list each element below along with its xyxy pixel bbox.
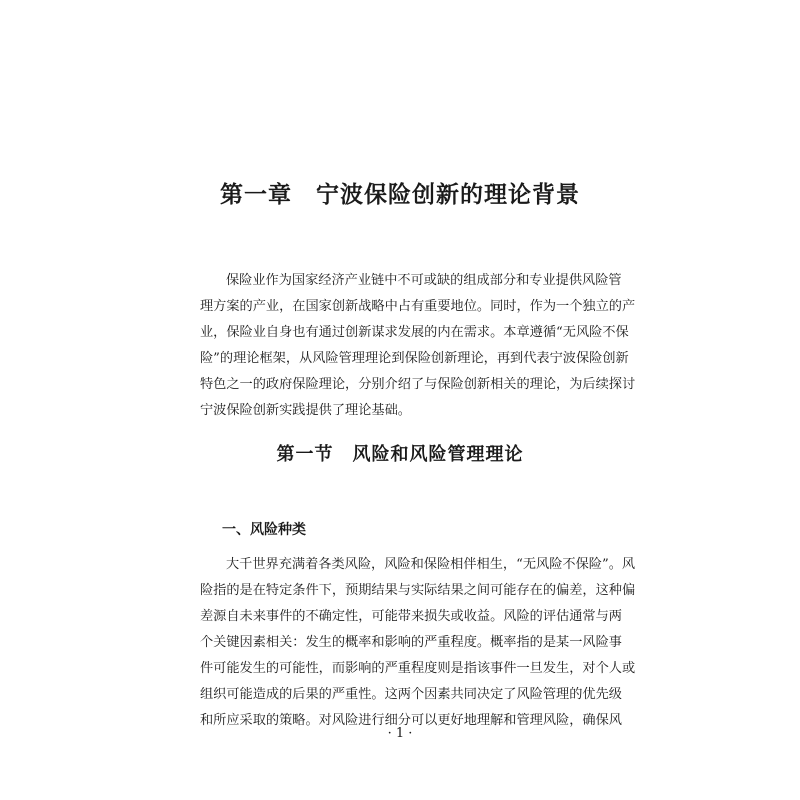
page-number: · 1 · [387, 726, 413, 741]
body-line: 大千世界充满着各类风险，风险和保险相伴相生，“无风险不保险”。风 [226, 557, 636, 572]
intro-line: 保险业作为国家经济产业链中不可或缺的组成部分和专业提供风险管 [226, 273, 622, 288]
body-line: 件可能发生的可能性，而影响的严重程度则是指该事件一旦发生，对个人或 [200, 661, 636, 676]
chapter-title: 第一章 宁波保险创新的理论背景 [220, 182, 580, 208]
body-paragraph [200, 552, 636, 734]
body-line: 差源自未来事件的不确定性，可能带来损失或收益。风险的评估通常与两 [200, 609, 622, 624]
intro-paragraph [200, 268, 636, 424]
body-line: 险指的是在特定条件下，预期结果与实际结果之间可能存在的偏差，这种偏 [200, 583, 636, 598]
body-line: 和所应采取的策略。对风险进行细分可以更好地理解和管理风险，确保风 [200, 713, 622, 728]
subsection-title: 一、风险种类 [222, 522, 306, 538]
intro-line: 宁波保险创新实践提供了理论基础。 [200, 403, 411, 418]
intro-line: 险”的理论框架，从风险管理理论到保险创新理论，再到代表宁波保险创新 [200, 351, 629, 366]
body-line: 个关键因素相关：发生的概率和影响的严重程度。概率指的是某一风险事 [200, 635, 622, 650]
intro-line: 特色之一的政府保险理论，分别介绍了与保险创新相关的理论，为后续探讨 [200, 377, 636, 392]
section-title: 第一节 风险和风险管理理论 [276, 444, 524, 465]
body-line: 组织可能造成的后果的严重性。这两个因素共同决定了风险管理的优先级 [200, 687, 622, 702]
intro-line: 业，保险业自身也有通过创新谋求发展的内在需求。本章遵循“无风险不保 [200, 325, 629, 340]
intro-line: 理方案的产业，在国家创新战略中占有重要地位。同时，作为一个独立的产 [200, 299, 636, 314]
